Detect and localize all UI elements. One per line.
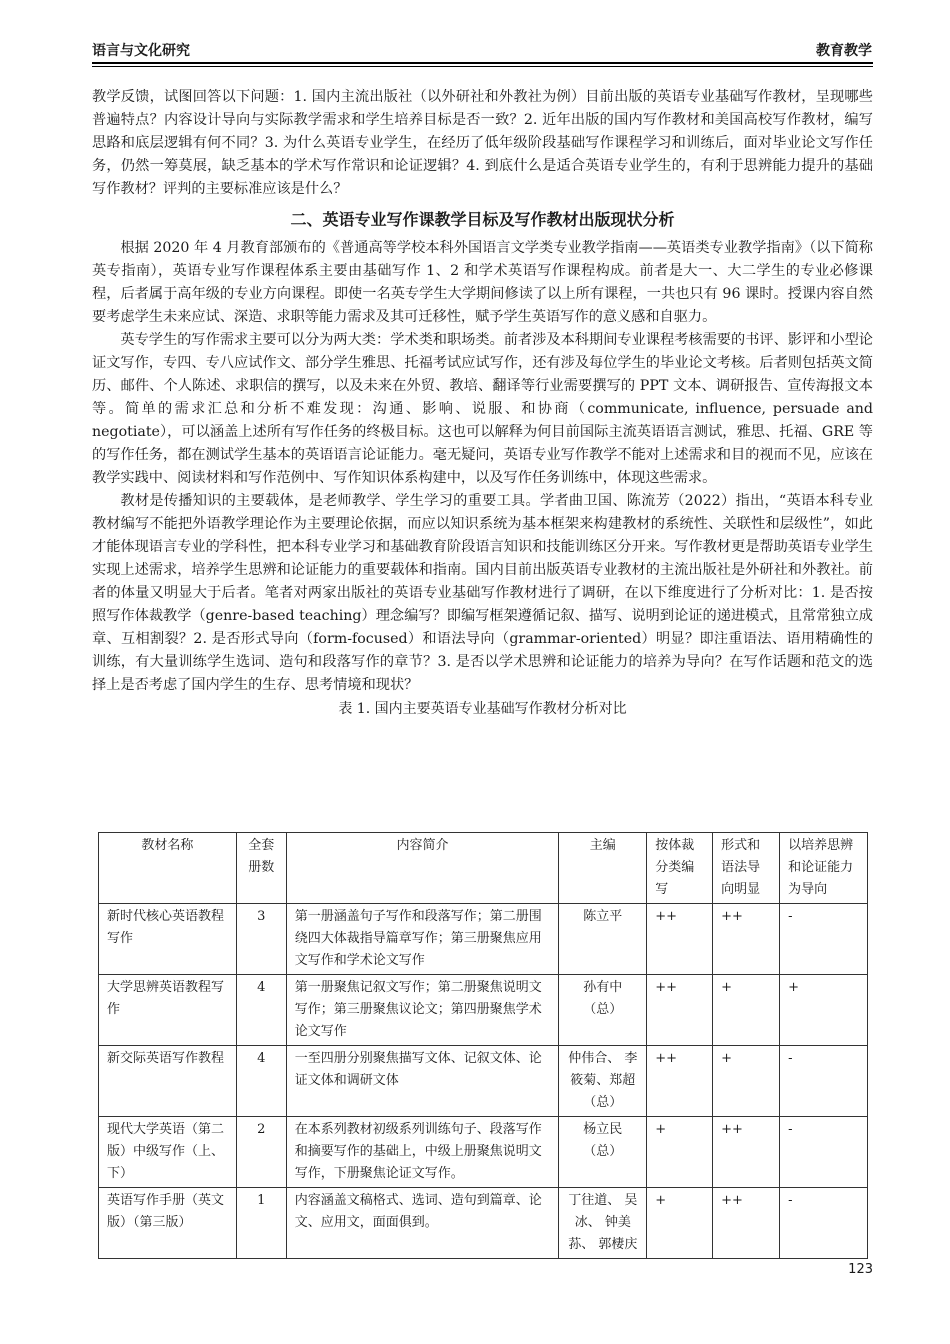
cell-form: ++ xyxy=(713,1117,780,1188)
cell-volumes: 1 xyxy=(236,1188,286,1259)
cell-editor: 陈立平 xyxy=(559,904,647,975)
cell-form: + xyxy=(713,975,780,1046)
table-caption: 表 1. 国内主要英语专业基础写作教材分析对比 xyxy=(338,701,627,717)
page-number: 123 xyxy=(848,1262,873,1277)
textbook-comparison-table xyxy=(98,832,868,1259)
header-cell-genre: 按体裁分类编写 xyxy=(647,833,713,904)
table-row xyxy=(99,1188,868,1259)
cell-name: 现代大学英语（第二版）中级写作（上、下） xyxy=(99,1117,237,1188)
cell-genre: + xyxy=(647,1117,713,1188)
journal-name: 语言与文化研究 xyxy=(92,43,190,59)
running-header xyxy=(92,40,872,64)
paragraph-textbooks: 教材是传播知识的主要载体，是老师教学、学生学习的重要工具。学者曲卫国、陈流芳（2022）指出，“英语本科专业教材编写不能把外语教学理论作为主要理论依据，而应以知识系统为基本框架来构建教材的系统性、关联性和层级性”，如此才能体现语言专业的学科性，把本科专业学习和基础教育阶段语言知识和技能训练区分开来。写作教材更是帮助英语专业学生实现上述需求，培养学生思辨和论证能力的重要载体和指南。国内目前出版英语专业教材的主流出版社是外研社和外教社。前者的体量又明显大于后者。笔者对两家出版社的英语专业基础写作教材进行了调研，在以下维度进行了分析对比：1. 是否按照写作体裁教学（genre-based teaching）理念编写？即编写框架遵循记叙、描写、说明到论证的递进模式，且常常独立成章、互相割裂？2. 是否形式导向（form-focused）和语法导向（grammar-oriented）明显？即注重语法、语用精确性的训练，有大量训练学生选词、造句和段落写作的章节？3. 是否以学术思辨和论证能力的培养为导向？在写作话题和范文的选择上是否考虑了国内学生的生存、思考情境和现状？ xyxy=(92,493,873,693)
cell-critical: + xyxy=(780,975,868,1046)
article-body xyxy=(92,86,873,721)
section-name: 教育教学 xyxy=(816,43,872,59)
cell-form: + xyxy=(713,1046,780,1117)
cell-volumes: 4 xyxy=(236,1046,286,1117)
cell-volumes: 2 xyxy=(236,1117,286,1188)
cell-form: ++ xyxy=(713,904,780,975)
table-row xyxy=(99,904,868,975)
cell-name: 大学思辨英语教程写作 xyxy=(99,975,237,1046)
paragraph-guideline: 根据 2020 年 4 月教育部颁布的《普通高等学校本科外国语言文学类专业教学指南——英语类专业教学指南》（以下简称英专指南），英语专业写作课程体系主要由基础写作 1、2 和学术英语写作课程构成。前者是大一、大二学生的专业必修课程，后者属于高年级的专业方向课程。即使一名英专学生大学期间修读了以上所有课程，一共也只有 96 课时。授课内容自然要考虑学生未来应试、深造、求职等能力需求及其可迁移性，赋予学生英语写作的意义感和自驱力。 xyxy=(92,240,873,325)
cell-critical: - xyxy=(780,904,868,975)
cell-critical: - xyxy=(780,1117,868,1188)
header-cell-summary: 内容简介 xyxy=(286,833,559,904)
table-row xyxy=(99,1046,868,1117)
header-cell-form: 形式和语法导向明显 xyxy=(713,833,780,904)
header-rule-thick xyxy=(92,62,873,64)
cell-name: 新交际英语写作教程 xyxy=(99,1046,237,1117)
section-heading: 二、英语专业写作课教学目标及写作教材出版现状分析 xyxy=(290,210,675,229)
cell-summary: 一至四册分别聚焦描写文体、记叙文体、论证文体和调研文体 xyxy=(286,1046,559,1117)
cell-name: 英语写作手册（英文版）（第三版） xyxy=(99,1188,237,1259)
cell-editor: 杨立民（总） xyxy=(559,1117,647,1188)
cell-summary: 在本系列教材初级系列训练句子、段落写作和摘要写作的基础上，中级上册聚焦说明文写作，下册聚焦论证文写作。 xyxy=(286,1117,559,1188)
header-cell-critical: 以培养思辨和论证能力为导向 xyxy=(780,833,868,904)
cell-genre: ++ xyxy=(647,1046,713,1117)
paragraph-questions: 教学反馈，试图回答以下问题：1. 国内主流出版社（以外研社和外教社为例）目前出版的英语专业基础写作教材，呈现哪些普遍特点？内容设计导向与实际教学需求和学生培养目标是否一致？2. 近年出版的国内写作教材和美国高校写作教材，编写思路和底层逻辑有何不同？3. 为什么英语专业学生，在经历了低年级阶段基础写作课程学习和训练后，面对毕业论文写作任务，仍然一筹莫展，缺乏基本的学术写作常识和论证逻辑？4. 到底什么是适合英语专业学生的，有利于思辨能力提升的基础写作教材？评判的主要标准应该是什么？ xyxy=(92,89,873,197)
cell-volumes: 3 xyxy=(236,904,286,975)
cell-editor: 孙有中（总） xyxy=(559,975,647,1046)
cell-editor: 丁往道、 吴冰、 钟美荪、 郭棲庆 xyxy=(559,1188,647,1259)
cell-critical: - xyxy=(780,1046,868,1117)
cell-genre: ++ xyxy=(647,975,713,1046)
header-cell-volumes: 全套册数 xyxy=(236,833,286,904)
header-cell-name: 教材名称 xyxy=(99,833,237,904)
table-header-row xyxy=(99,833,868,904)
cell-summary: 第一册聚焦记叙文写作；第二册聚焦说明文写作；第三册聚焦议论文；第四册聚焦学术论文写作 xyxy=(286,975,559,1046)
cell-summary: 第一册涵盖句子写作和段落写作；第二册围绕四大体裁指导篇章写作；第三册聚焦应用文写作和学术论文写作 xyxy=(286,904,559,975)
cell-critical: - xyxy=(780,1188,868,1259)
cell-form: ++ xyxy=(713,1188,780,1259)
paragraph-needs: 英专学生的写作需求主要可以分为两大类：学术类和职场类。前者涉及本科期间专业课程考核需要的书评、影评和小型论证文写作，专四、专八应试作文、部分学生雅思、托福考试应试写作，还有涉及每位学生的毕业论文考核。后者则包括英文简历、邮件、个人陈述、求职信的撰写，以及未来在外贸、教培、翻译等行业需要撰写的 PPT 文本、调研报告、宣传海报文本等。简单的需求汇总和分析不难发现：沟通、影响、说服、和协商（communicate, influence, persuade and negotiate），可以涵盖上述所有写作任务的终极目标。这也可以解释为何目前国际主流英语语言测试，雅思、托福、GRE 等的写作任务，都在测试学生基本的英语语言论证能力。毫无疑问，英语专业写作教学不能对上述需求和目的视而不见，应该在教学实践中、阅读材料和写作范例中、写作知识体系构建中，以及写作任务训练中，体现这些需求。 xyxy=(92,332,873,486)
table-row xyxy=(99,975,868,1046)
cell-summary: 内容涵盖文稿格式、选词、造句到篇章、论文、应用文，面面俱到。 xyxy=(286,1188,559,1259)
table-row xyxy=(99,1117,868,1188)
header-rule-thin xyxy=(92,66,873,67)
header-cell-editor: 主编 xyxy=(559,833,647,904)
cell-volumes: 4 xyxy=(236,975,286,1046)
cell-editor: 仲伟合、 李筱菊、郑超（总） xyxy=(559,1046,647,1117)
cell-genre: + xyxy=(647,1188,713,1259)
cell-genre: ++ xyxy=(647,904,713,975)
cell-name: 新时代核心英语教程 写作 xyxy=(99,904,237,975)
